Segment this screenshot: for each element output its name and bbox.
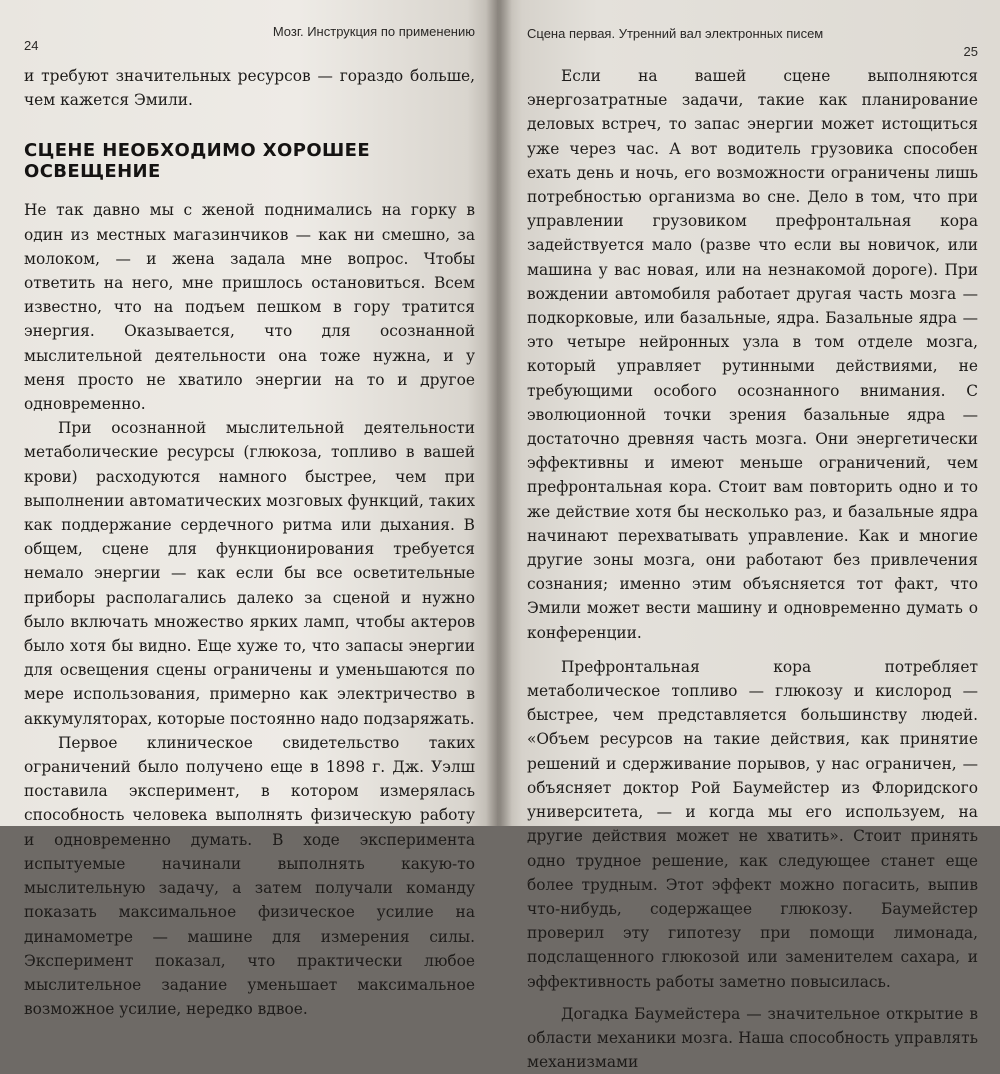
paragraph: Первое клиническое свидетельство таких ограничений было получено еще в 1898 г. Дж. Уэлш поставила эксперимент, в котором измерялась способность человека выполнять физическую работу и одновременно думать. В ходе эксперимента испытуемые начинали выполнять какую-то мыслительную задачу, а затем получали команду показать максимальное физическое усилие на динамометре — машине для измерения силы. Эксперимент показал, что практически любое мыслительное задание уменьшает максимальное возможное усилие, нередко вдвое. — [24, 733, 475, 1019]
right-running-head — [527, 26, 978, 64]
paragraph: Если на вашей сцене выполняются энергозатратные задачи, такие как планирование деловых встреч, то запас энергии может истощиться уже через час. А вот водитель грузовика способен ехать день и ночь, его возможности ограничены лишь потребностью организма во сне. Дело в том, что при управлении грузовиком префронтальная кора задействуется мало (разве что если вы новичок, или машина у вас новая, или на незнакомой дороге). При вождении автомобиля работает другая часть мозга — подкорковые, или базальные, ядра. Базальные ядра — это четыре нейронных узла в том отделе мозга, который управляет рутинными действиями, не требующими особого осознанного внимания. С эволюционной точки зрения базальные ядра — достаточно древняя часть мозга. Они энергетически эффективны и имеют меньше ограничений, чем префронтальная кора. Стоит вам повторить одно и то же действие хотя бы несколько раз, и базальные ядра начинают перехватывать управление. Как и многие другие зоны мозга, они работают без привлечения сознания; именно этим объясняется тот факт, что Эмили может вести машину и одновременно думать о конференции. — [527, 67, 978, 642]
paragraph: Не так давно мы с женой поднимались на горку в один из местных магазинчиков — как ни смешно, за молоком, — и жена задала мне вопрос. Чтобы ответить на него, мне пришлось остановиться. Всем известно, что на подъем пешком в гору тратится энергия. Оказывается, что для осознанной мыслительной деятельности она тоже нужна, и у меня просто не хватило энергии на то и другое одновременно. — [24, 201, 475, 414]
section-heading: СЦЕНЕ НЕОБХОДИМО ХОРОШЕЕ ОСВЕЩЕНИЕ — [24, 140, 371, 183]
page-number: 24 — [24, 38, 39, 53]
right-page — [497, 0, 1000, 1072]
paragraph-continuation: и требуют значительных ресурсов — гораздо больше, чем кажется Эмили. — [24, 67, 475, 110]
left-page — [0, 0, 497, 1019]
paragraph: При осознанной мыслительной деятельности метаболические ресурсы (глюкоза, топливо в вашей крови) расходуются намного быстрее, чем при выполнении автоматических мозговых функций, таких как поддержание сердечного ритма или дыхания. В общем, сцене для функционирования требуется немало энергии — как если бы все осветительные приборы располагались далеко за сценой и нужно было включать множество ярких ламп, чтобы актеров было хотя бы видно. Еще хуже то, что запасы энергии для освещения сцены ограничены и уменьшаются по мере использования, примерно как электричество в аккумуляторах, которые постоянно надо подзаряжать. — [24, 419, 476, 728]
paragraph: Префронтальная кора потребляет метаболическое топливо — глюкозу и кислород — быстрее, чем представляется большинству людей. «Объем ресурсов на такие действия, как принятие решений и сдерживание порывов, у нас ограничен, — объясняет доктор Рой Баумейстер из Флоридского университета, — и когда мы его используем, на другие действия может не хватить». Стоит принять одно трудное решение, как следующее станет еще более трудным. Этот эффект можно погасить, выпив что-нибудь, содержащее глюкозу. Баумейстер проверил эту гипотезу при помощи лимонада, подслащенного глюкозой или заменителем сахара, и эффективность работы заметно повысилась. — [527, 657, 978, 991]
running-title: Сцена первая. Утренний вал электронных писем — [527, 26, 824, 41]
left-running-head — [24, 26, 475, 64]
running-title: Мозг. Инструкция по применению — [272, 24, 475, 39]
page-number: 25 — [963, 44, 978, 59]
paragraph: Догадка Баумейстера — значительное открытие в области механики мозга. Наша способность управлять механизмами — [527, 1004, 978, 1072]
